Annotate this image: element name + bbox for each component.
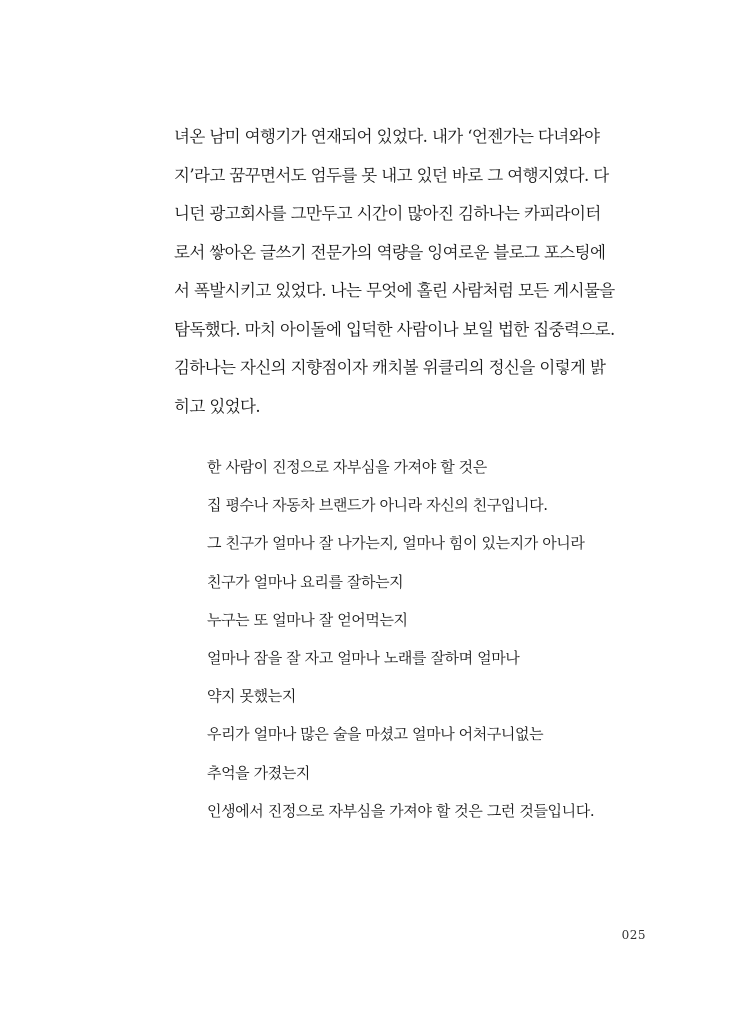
body-line: 히고 있었다. [174, 396, 260, 416]
page-number: 025 [621, 928, 646, 942]
quote-line: 우리가 얼마나 많은 술을 마셨고 얼마나 어처구니없는 [207, 725, 544, 744]
block-quote [207, 448, 677, 830]
body-line: 서 폭발시키고 있었다. 나는 무엇에 홀린 사람처럼 모든 게시물을 [174, 281, 615, 300]
quote-line: 인생에서 진정으로 자부심을 가져야 할 것은 그런 것들입니다. [207, 801, 595, 820]
body-line: 니던 광고회사를 그만두고 시간이 많아진 김하나는 카피라이터 [174, 204, 601, 223]
body-line: 탐독했다. 마치 아이돌에 입덕한 사람이나 보일 법한 집중력으로. [174, 319, 615, 339]
quote-line: 약지 못했는지 [207, 687, 296, 706]
body-line: 김하나는 자신의 지향점이자 캐치볼 위클리의 정신을 이렇게 밝 [174, 358, 606, 377]
quote-line: 누구는 또 얼마나 잘 얻어먹는지 [207, 610, 408, 629]
body-line: 지’라고 꿈꾸면서도 엄두를 못 내고 있던 바로 그 여행지였다. 다 [174, 165, 609, 185]
quote-line: 집 평수나 자동차 브랜드가 아니라 자신의 친구입니다. [207, 496, 548, 515]
quote-line: 그 친구가 얼마나 잘 나가는지, 얼마나 힘이 있는지가 아니라 [207, 534, 585, 553]
body-line: 로서 쌓아온 글쓰기 전문가의 역량을 잉여로운 블로그 포스팅에 [174, 242, 606, 262]
quote-line: 친구가 얼마나 요리를 잘하는지 [207, 572, 404, 591]
quote-line: 얼마나 잠을 잘 자고 얼마나 노래를 잘하며 얼마나 [207, 648, 520, 667]
body-paragraph [174, 118, 694, 426]
quote-line: 한 사람이 진정으로 자부심을 가져야 할 것은 [207, 458, 487, 476]
quote-line: 추억을 가졌는지 [207, 763, 310, 782]
body-line: 녀온 남미 여행기가 연재되어 있었다. 내가 ‘언젠가는 다녀와야 [174, 127, 600, 146]
